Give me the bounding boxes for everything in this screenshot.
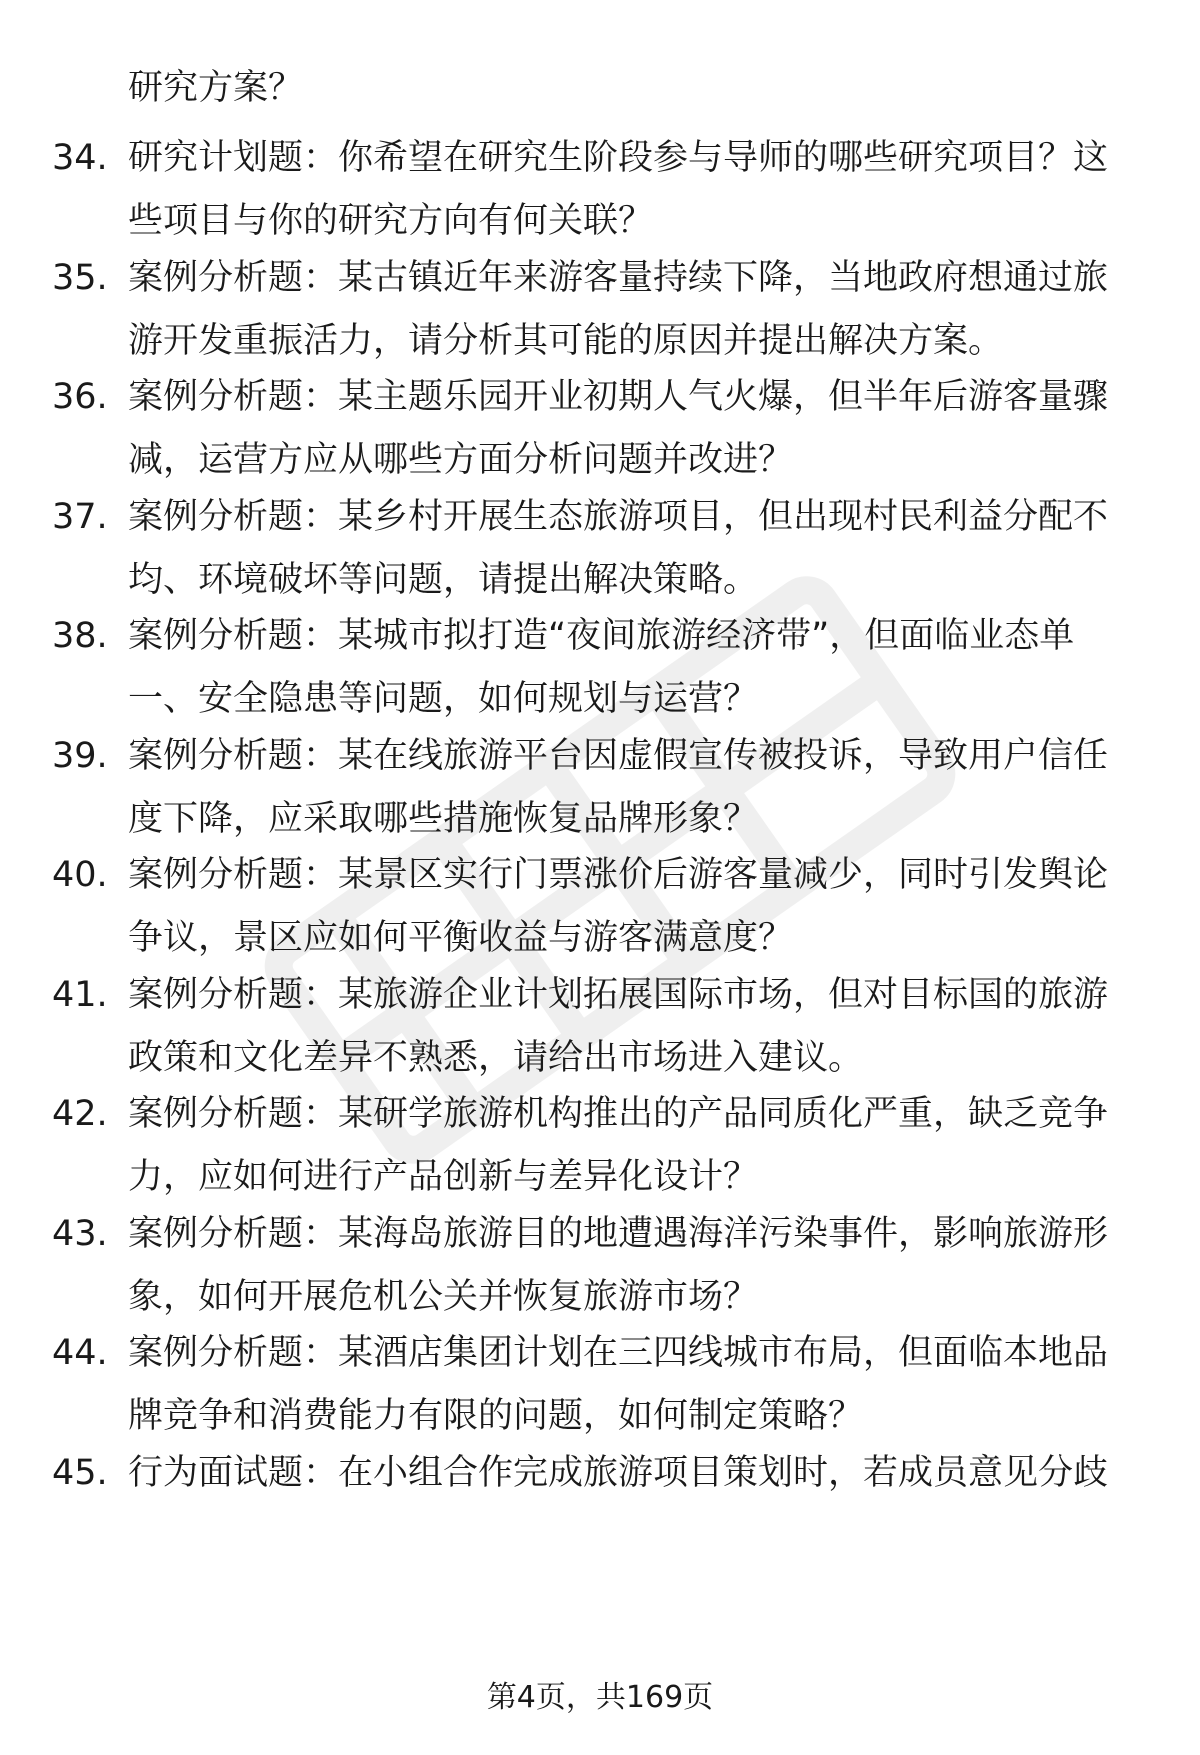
question-text-line: 案例分析题：某景区实行门票涨价后游客量减少，同时引发舆论 [128, 855, 1109, 895]
question-item [0, 726, 1200, 856]
question-text-line: 案例分析题：某研学旅游机构推出的产品同质化严重，缺乏竞争 [128, 1094, 1109, 1134]
question-number: 35. [52, 258, 108, 298]
question-text-line: 案例分析题：某在线旅游平台因虚假宣传被投诉，导致用户信任 [128, 736, 1109, 776]
question-item [0, 1084, 1200, 1214]
question-item [0, 1323, 1200, 1453]
question-number: 44. [52, 1333, 108, 1373]
question-item [0, 1204, 1200, 1334]
question-text-line: 案例分析题：某城市拟打造“夜间旅游经济带”，但面临业态单 [128, 616, 1075, 656]
question-text-line: 度下降，应采取哪些措施恢复品牌形象？ [128, 799, 759, 839]
question-text-line: 研究计划题：你希望在研究生阶段参与导师的哪些研究项目？这 [128, 138, 1109, 178]
question-text-line: 游开发重振活力，请分析其可能的原因并提出解决方案。 [128, 321, 1004, 361]
question-number: 37. [52, 497, 108, 537]
question-number: 45. [52, 1453, 108, 1493]
question-text-line: 象，如何开展危机公关并恢复旅游市场？ [128, 1277, 759, 1317]
question-number: 38. [52, 616, 108, 656]
question-number: 41. [52, 975, 108, 1015]
question-number: 40. [52, 855, 108, 895]
question-text-line: 一、安全隐患等问题，如何规划与运营？ [128, 679, 759, 719]
question-number: 36. [52, 377, 108, 417]
question-number: 39. [52, 736, 108, 776]
question-item [0, 606, 1200, 736]
question-text-line: 案例分析题：某酒店集团计划在三四线城市布局，但面临本地品 [128, 1333, 1109, 1373]
question-item [0, 1443, 1200, 1573]
question-item [0, 367, 1200, 497]
question-text-line: 案例分析题：某乡村开展生态旅游项目，但出现村民利益分配不 [128, 497, 1109, 537]
question-item [0, 487, 1200, 617]
question-text-line: 争议，景区应如何平衡收益与游客满意度？ [128, 918, 794, 958]
question-number: 34. [52, 138, 108, 178]
question-text-line: 减，运营方应从哪些方面分析问题并改进？ [128, 440, 794, 480]
question-text-line: 均、环境破坏等问题，请提出解决策略。 [128, 560, 759, 600]
question-text-line: 案例分析题：某海岛旅游目的地遭遇海洋污染事件，影响旅游形 [128, 1214, 1109, 1254]
question-text-line: 案例分析题：某主题乐园开业初期人气火爆，但半年后游客量骤 [128, 377, 1109, 417]
continuation-text: 研究方案？ [128, 68, 304, 108]
question-item [0, 248, 1200, 378]
question-number: 43. [52, 1214, 108, 1254]
question-item [0, 965, 1200, 1095]
question-number: 42. [52, 1094, 108, 1134]
question-text-line: 政策和文化差异不熟悉，请给出市场进入建议。 [128, 1038, 864, 1078]
question-item [0, 845, 1200, 975]
question-text-line: 行为面试题：在小组合作完成旅游项目策划时，若成员意见分歧 [128, 1453, 1109, 1493]
question-text-line: 案例分析题：某古镇近年来游客量持续下降，当地政府想通过旅 [128, 258, 1109, 298]
question-text-line: 些项目与你的研究方向有何关联？ [128, 201, 654, 241]
question-text-line: 牌竞争和消费能力有限的问题，如何制定策略？ [128, 1396, 864, 1436]
question-text-line: 案例分析题：某旅游企业计划拓展国际市场，但对目标国的旅游 [128, 975, 1109, 1015]
question-text-line: 力，应如何进行产品创新与差异化设计？ [128, 1157, 759, 1197]
page-footer: 第4页，共169页 [486, 1680, 714, 1715]
question-item [0, 128, 1200, 258]
